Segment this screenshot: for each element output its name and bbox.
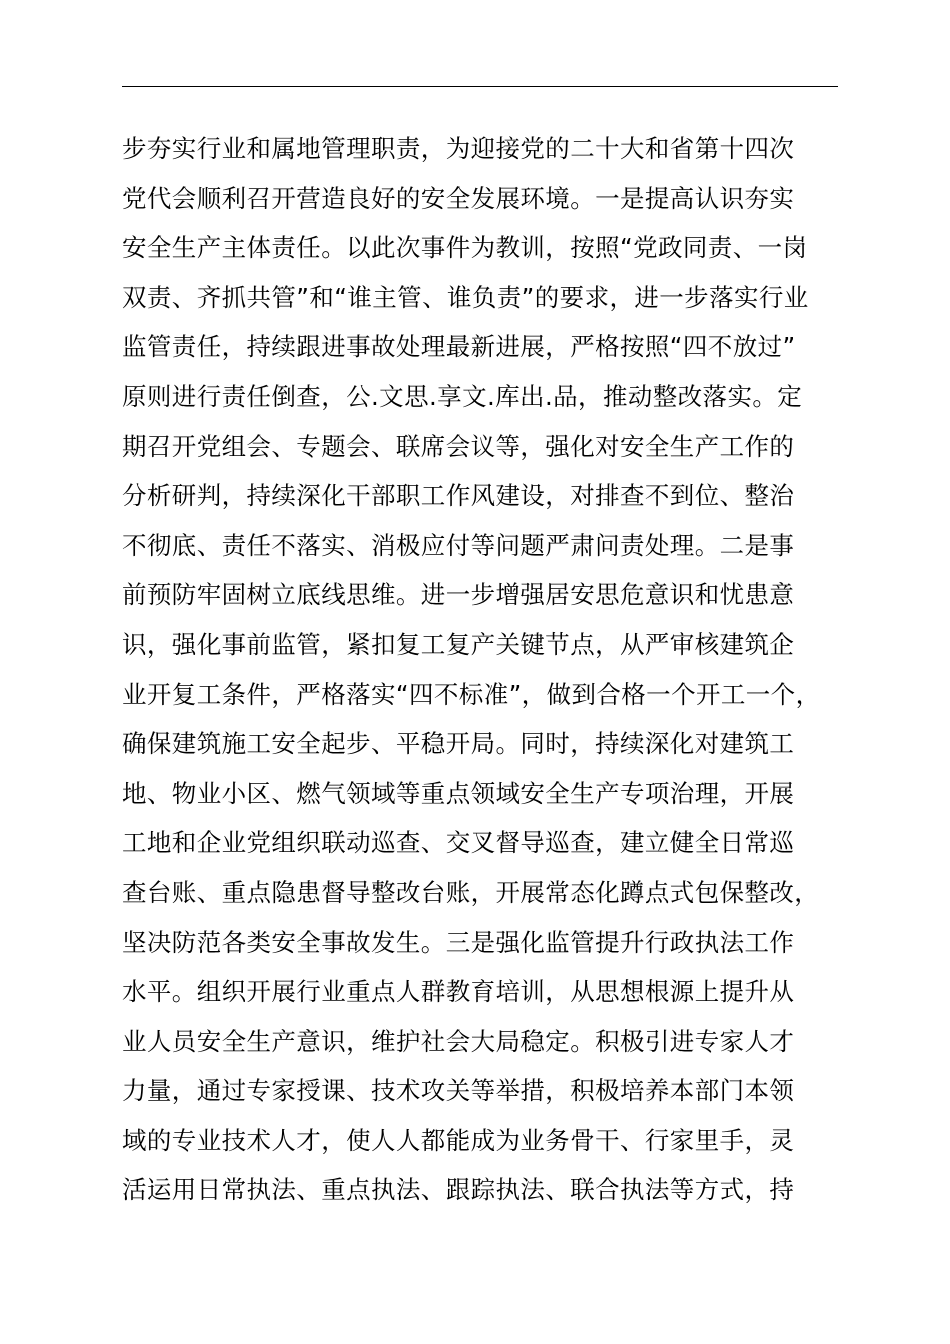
text-line: 安全生产主体责任。以此次事件为教训，按照“党政同责、一岗 xyxy=(122,233,808,263)
text-line: 前预防牢固树立底线思维。进一步增强居安思危意识和忧患意 xyxy=(122,580,795,610)
header-rule xyxy=(122,86,838,87)
text-line: 期召开党组会、专题会、联席会议等，强化对安全生产工作的 xyxy=(122,431,795,461)
text-line: 原则进行责任倒查，公.文思.享文.库出.品，推动整改落实。定 xyxy=(122,381,803,411)
text-line: 域的专业技术人才，使人人都能成为业务骨干、行家里手，灵 xyxy=(122,1125,795,1155)
text-line: 地、物业小区、燃气领域等重点领域安全生产专项治理，开展 xyxy=(122,778,795,808)
text-line: 步夯实行业和属地管理职责，为迎接党的二十大和省第十四次 xyxy=(122,134,795,163)
text-line: 业开复工条件，严格落实“四不标准”，做到合格一个开工一个， xyxy=(122,679,821,709)
text-line: 不彻底、责任不落实、消极应付等问题严肃问责处理。二是事 xyxy=(122,530,795,560)
text-line: 业人员安全生产意识，维护社会大局稳定。积极引进专家人才 xyxy=(122,1026,795,1056)
text-line: 双责、齐抓共管”和“谁主管、谁负责”的要求，进一步落实行业 xyxy=(122,282,809,312)
text-line: 力量，通过专家授课、技术攻关等举措，积极培养本部门本领 xyxy=(122,1076,795,1106)
body-paragraph xyxy=(122,124,862,1215)
text-line: 分析研判，持续深化干部职工作风建设，对排查不到位、整治 xyxy=(122,481,795,511)
text-line: 水平。组织开展行业重点人群教育培训，从思想根源上提升从 xyxy=(122,977,795,1007)
text-line: 监管责任，持续跟进事故处理最新进展，严格按照“四不放过” xyxy=(122,332,796,362)
text-line: 坚决防范各类安全事故发生。三是强化监管提升行政执法工作 xyxy=(122,927,795,957)
text-line: 确保建筑施工安全起步、平稳开局。同时，持续深化对建筑工 xyxy=(122,729,795,759)
text-line: 工地和企业党组织联动巡查、交叉督导巡查，建立健全日常巡 xyxy=(122,828,795,858)
text-line: 查台账、重点隐患督导整改台账，开展常态化蹲点式包保整改， xyxy=(122,877,820,907)
text-line: 识，强化事前监管，紧扣复工复产关键节点，从严审核建筑企 xyxy=(122,629,795,659)
text-line: 党代会顺利召开营造良好的安全发展环境。一是提高认识夯实 xyxy=(122,183,795,213)
text-line: 活运用日常执法、重点执法、跟踪执法、联合执法等方式，持 xyxy=(122,1175,795,1205)
